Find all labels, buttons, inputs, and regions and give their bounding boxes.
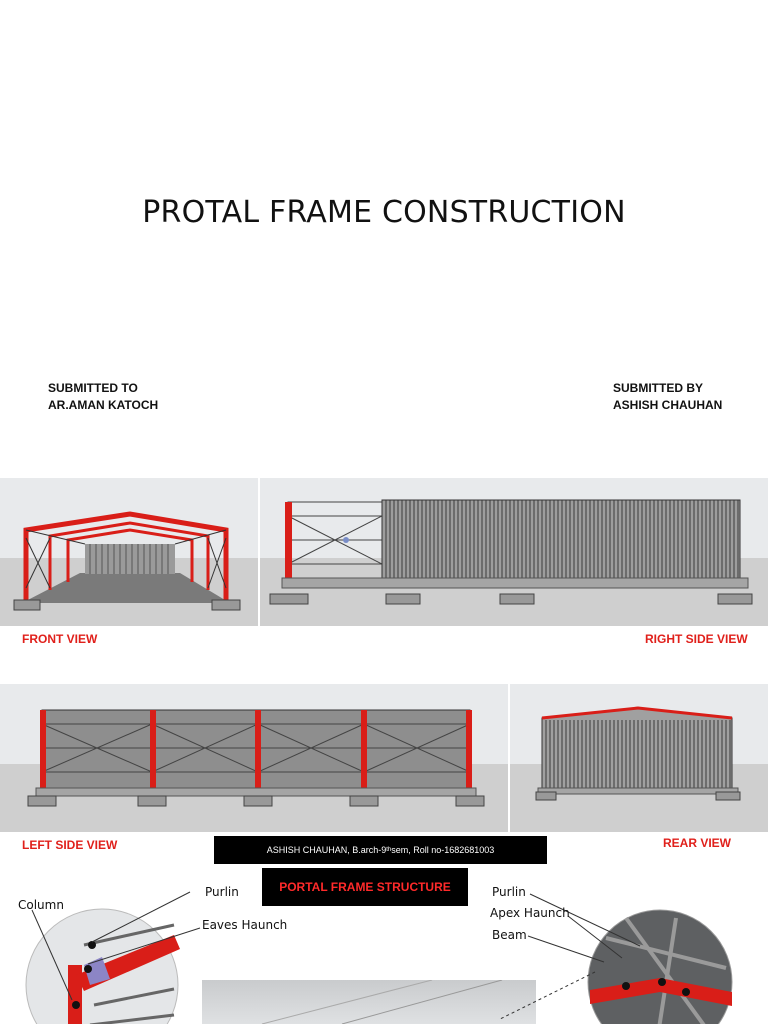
left-side-view-image [0,684,508,832]
submitted-to-label: SUBMITTED TO [48,381,138,395]
submitted-by-block [613,380,722,414]
submitted-to-block [48,380,158,414]
left-side-view-label: LEFT SIDE VIEW [22,838,118,852]
submitted-to-name: AR.AMAN KATOCH [48,398,159,412]
callout-purlin-left: Purlin [205,885,239,899]
credit-sup: th [386,847,392,853]
credit-prefix: ASHISH CHAUHAN, B.arch-9 [266,845,387,855]
middle-detail-image [202,980,536,1024]
page-title: PROTAL FRAME CONSTRUCTION [142,195,626,230]
callout-beam: Beam [492,928,527,942]
right-side-view-image [260,478,768,626]
front-view-label: FRONT VIEW [22,632,98,646]
callout-column: Column [18,898,64,912]
submitted-by-label: SUBMITTED BY [613,381,703,395]
submitted-by-name: ASHISH CHAUHAN [613,398,723,412]
right-side-view-label: RIGHT SIDE VIEW [645,632,748,646]
front-view-image [0,478,258,626]
callout-apex-haunch: Apex Haunch [490,906,570,920]
credit-suffix: sem, Roll no-1682681003 [391,845,495,855]
structure-heading: PORTAL FRAME STRUCTURE [262,868,468,906]
callout-eaves-haunch: Eaves Haunch [202,918,288,932]
right-callout-lines [500,880,660,1024]
callout-purlin-right: Purlin [492,885,526,899]
rear-view-image [510,684,768,832]
credit-bar [214,836,547,864]
rear-view-label: REAR VIEW [663,836,732,850]
